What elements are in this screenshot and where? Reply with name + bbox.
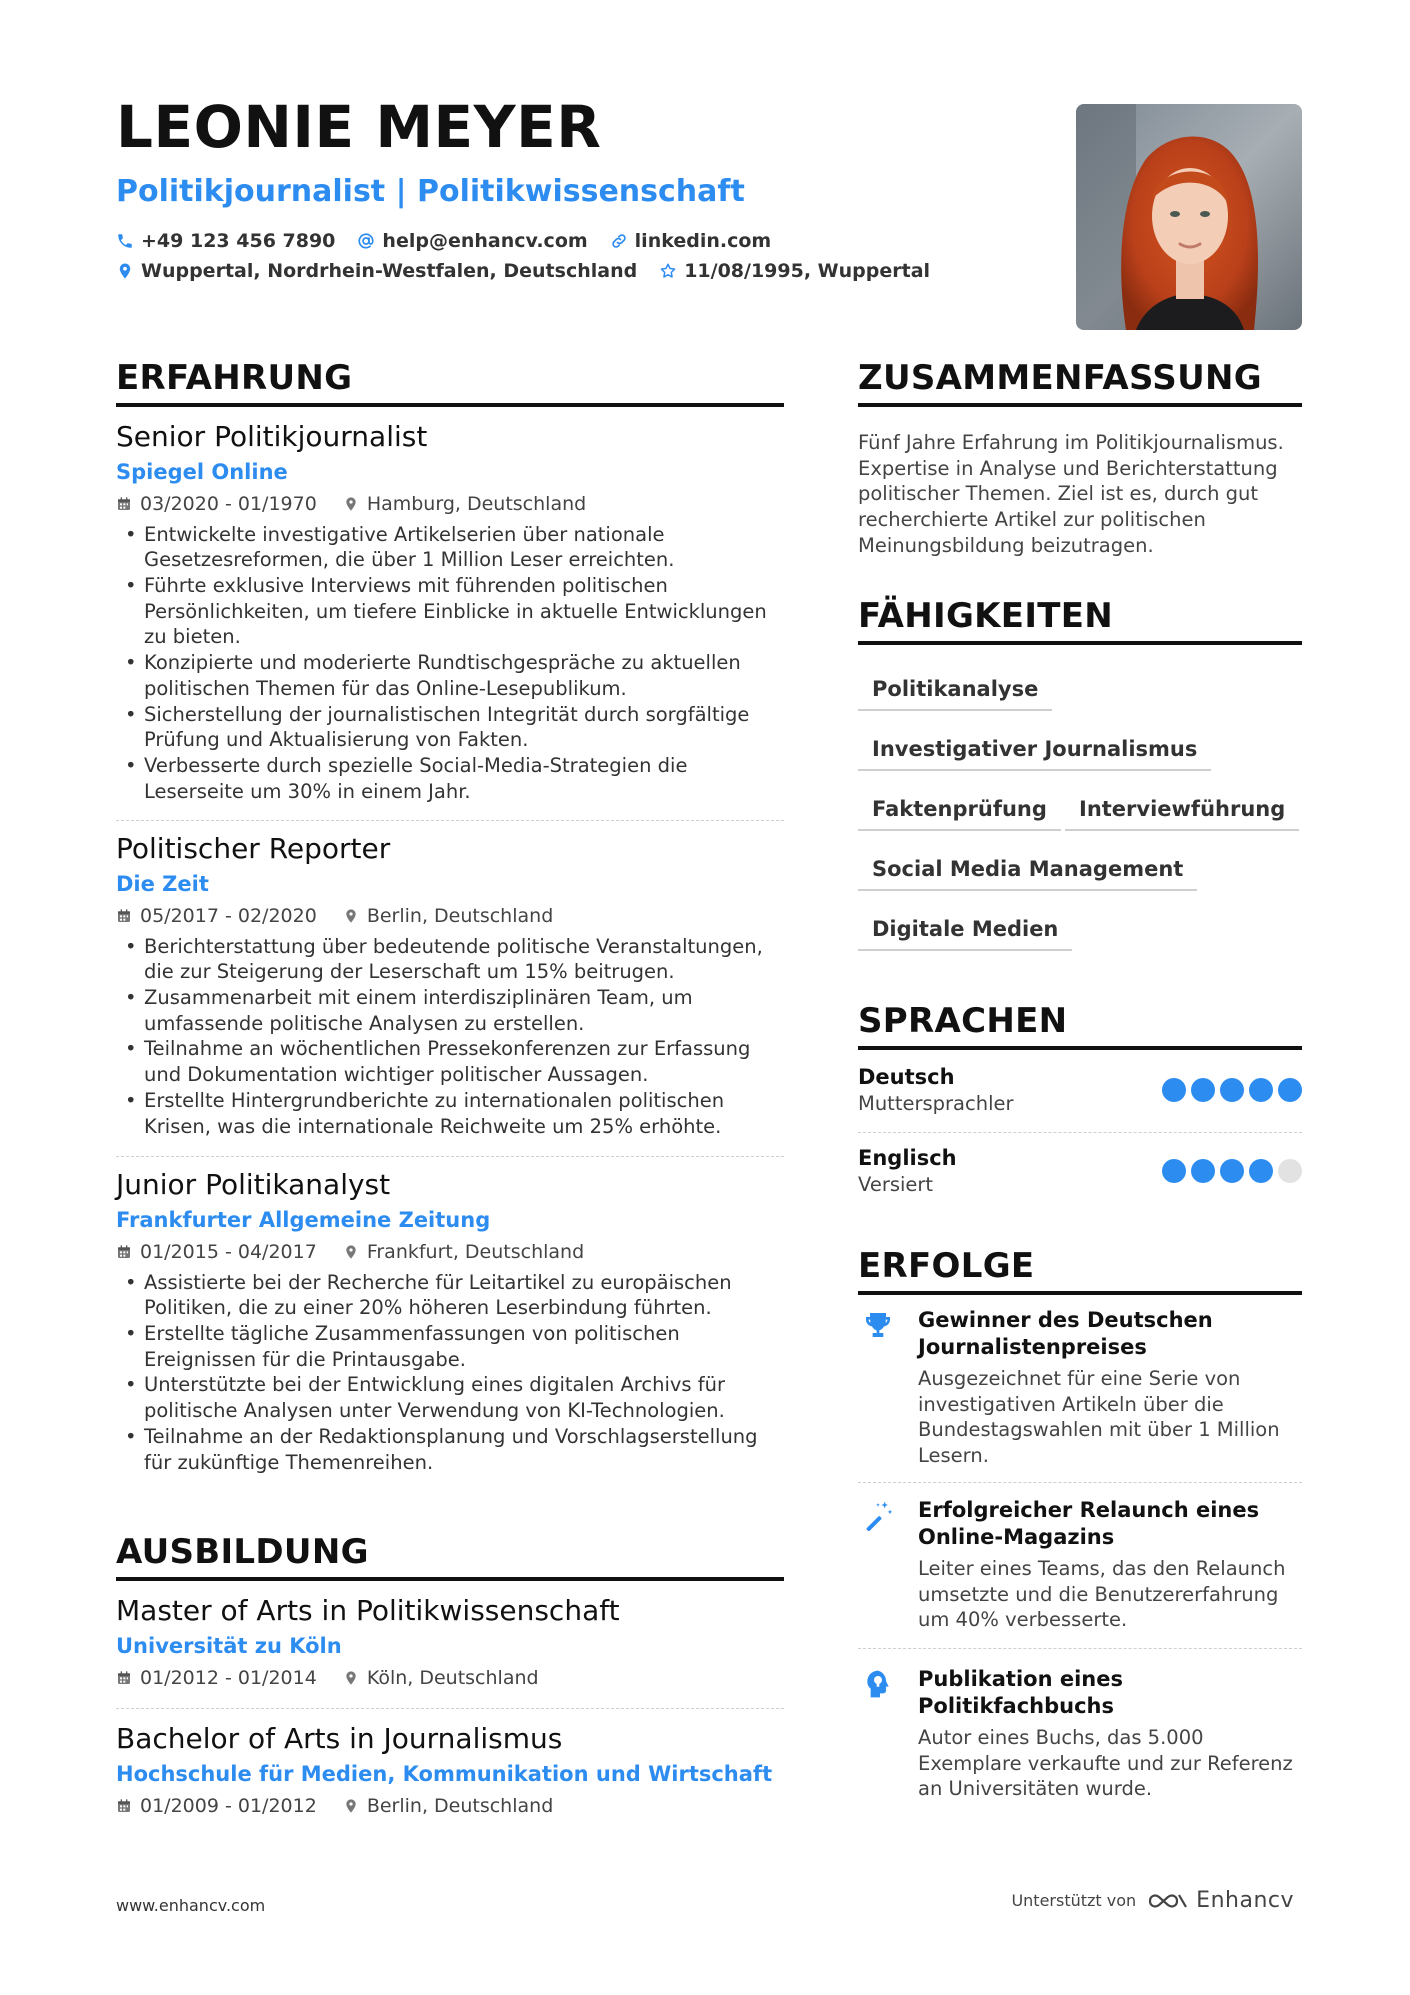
language-level: Muttersprachler [858,1092,1014,1116]
education-dates: 01/2009 - 01/2012 [116,1795,317,1818]
map-pin-icon [343,496,359,512]
location-text: Wuppertal, Nordrhein-Westfalen, Deutschland [141,260,638,282]
job-company: Die Zeit [116,871,209,896]
birth-text: 11/08/1995, Wuppertal [684,260,931,282]
summary-text: Fünf Jahre Erfahrung im Politikjournalismus. Expertise in Analyse und Berichterstattung politischer Themen. Ziel ist es, durch gut recherchierte Artikel zur politischen Meinungsbildung beizutragen. [858,431,1284,557]
map-pin-icon [343,1670,359,1686]
skill-tag: Politikanalyse [858,677,1052,711]
bullet: • Verbesserte durch spezielle Social-Media-Strategien die Leserseite um 30% in einem Jahr. [116,753,784,804]
contact-row-2 [116,260,952,282]
achievements-heading: ERFOLGE [858,1248,1302,1295]
enhancv-logo-icon [1146,1889,1190,1913]
magic-wand-icon [862,1499,894,1531]
experience-section [116,360,784,407]
rating-dot-filled [1191,1159,1215,1183]
language-item [858,1064,1302,1117]
summary-section [858,360,1302,407]
powered-by-text: Unterstützt von [1011,1891,1137,1910]
job-bullets [116,522,784,805]
skill-tag: Faktenprüfung [858,797,1061,831]
bullet: • Führte exklusive Interviews mit führenden politischen Persönlichkeiten, um tiefere Einblicke in aktuelle Entwicklungen zu bieten. [116,573,784,650]
bullet: • Unterstützte bei der Entwicklung eines digitalen Archivs für politische Analysen unter Verwendung von KI-Technologien. [116,1372,784,1423]
education-meta [116,1795,784,1818]
contact-phone[interactable] [116,230,335,252]
bullet: • Konzipierte und moderierte Rundtischgespräche zu aktuellen politischen Themen für das Online-Lesepublikum. [116,650,784,701]
footer-branding[interactable] [1011,1888,1294,1913]
job-dates: 03/2020 - 01/1970 [116,493,317,516]
language-level: Versiert [858,1173,934,1197]
head-idea-icon [862,1668,894,1700]
rating-dot-filled [1249,1159,1273,1183]
bullet: • Entwickelte investigative Artikelserien über nationale Gesetzesreformen, die über 1 Million Leser erreichten. [116,522,784,573]
degree: Master of Arts in Politikwissenschaft [116,1594,620,1627]
education-location: Köln, Deutschland [343,1667,539,1690]
achievement-item [858,1666,1302,1802]
bullet: • Erstellte tägliche Zusammenfassungen von politischen Ereignissen für die Printausgabe. [116,1321,784,1372]
trophy-icon [862,1309,894,1341]
rating-dot-filled [1278,1078,1302,1102]
job-location: Frankfurt, Deutschland [343,1241,584,1264]
languages-section [858,1003,1302,1050]
contact-location [116,260,637,282]
map-pin-icon [343,1244,359,1260]
language-rating [1157,1078,1302,1102]
achievement-item [858,1307,1302,1469]
achievement-desc: Autor eines Buchs, das 5.000 Exemplare verkaufte und zur Referenz an Universitäten wurde. [918,1726,1293,1801]
bullet: • Sicherstellung der journalistischen Integrität durch sorgfältige Prüfung und Aktualisierung von Fakten. [116,702,784,753]
bullet: • Teilnahme an der Redaktionsplanung und Vorschlagserstellung für zukünftige Themenreihen. [116,1424,784,1475]
achievement-desc: Leiter eines Teams, das den Relaunch umsetzte und die Benutzererfahrung um 40% verbesserte. [918,1557,1286,1632]
rating-dot-filled [1220,1078,1244,1102]
email-text: help@enhancv.com [382,230,588,252]
education-location: Berlin, Deutschland [343,1795,553,1818]
achievement-title: Publikation eines Politikfachbuchs [918,1667,1123,1718]
divider [116,1156,784,1157]
phone-icon [116,232,134,250]
linkedin-text: linkedin.com [634,230,772,252]
language-item [858,1145,1302,1198]
candidate-title: Politikjournalist | Politikwissenschaft [116,174,745,209]
at-icon [357,232,375,250]
experience-entry [116,832,784,1139]
school: Hochschule für Medien, Kommunikation und Wirtschaft [116,1761,773,1786]
achievements-section [858,1248,1302,1295]
footer-website[interactable]: www.enhancv.com [116,1896,266,1915]
achievement-title: Erfolgreicher Relaunch eines Online-Magazins [918,1498,1260,1549]
job-bullets [116,1270,784,1476]
divider [858,1482,1302,1483]
skill-tag: Social Media Management [858,857,1197,891]
rating-dot-empty [1278,1159,1302,1183]
education-entry [116,1594,784,1690]
skill-tag: Investigativer Journalismus [858,737,1211,771]
contact-row-1 [116,230,793,252]
job-role: Politischer Reporter [116,832,391,865]
calendar-icon [116,908,132,924]
divider [858,1132,1302,1133]
education-meta [116,1667,784,1690]
divider [116,820,784,821]
calendar-icon [116,1244,132,1260]
education-dates: 01/2012 - 01/2014 [116,1667,317,1690]
bullet: • Assistierte bei der Recherche für Leitartikel zu europäischen Politiken, die zu einer 20% höheren Leserbindung führten. [116,1270,784,1321]
job-location: Hamburg, Deutschland [343,493,586,516]
job-meta [116,493,784,516]
map-pin-icon [343,908,359,924]
rating-dot-filled [1220,1159,1244,1183]
contact-linkedin[interactable] [610,230,772,252]
divider [858,1648,1302,1649]
language-name: Deutsch [858,1065,955,1089]
education-entry [116,1722,784,1818]
phone-text: +49 123 456 7890 [141,230,336,252]
skills-section [858,598,1302,645]
experience-heading: ERFAHRUNG [116,360,784,407]
bullet: • Berichterstattung über bedeutende politische Veranstaltungen, die zur Steigerung der Leserschaft um 15% beitrugen. [116,934,784,985]
job-meta [116,905,784,928]
rating-dot-filled [1162,1159,1186,1183]
achievement-title: Gewinner des Deutschen Journalistenpreises [918,1308,1213,1359]
job-meta [116,1241,784,1264]
link-icon [610,232,628,250]
bullet: • Zusammenarbeit mit einem interdisziplinären Team, um umfassende politische Analysen zu erstellen. [116,985,784,1036]
candidate-name: LEONIE MEYER [116,93,602,161]
calendar-icon [116,1670,132,1686]
school: Universität zu Köln [116,1633,342,1658]
achievement-desc: Ausgezeichnet für eine Serie von investigativen Artikeln über die Bundestagswahlen mit über 1 Million Lesern. [918,1367,1280,1468]
rating-dot-filled [1162,1078,1186,1102]
rating-dot-filled [1249,1078,1273,1102]
skills-heading: FÄHIGKEITEN [858,598,1302,645]
education-section [116,1534,784,1581]
job-company: Spiegel Online [116,459,288,484]
experience-entry [116,420,784,804]
job-dates: 05/2017 - 02/2020 [116,905,317,928]
job-location: Berlin, Deutschland [343,905,553,928]
contact-birth [659,260,930,282]
job-dates: 01/2015 - 04/2017 [116,1241,317,1264]
summary-heading: ZUSAMMENFASSUNG [858,360,1302,407]
languages-heading: SPRACHEN [858,1003,1302,1050]
language-rating [1157,1159,1302,1183]
calendar-icon [116,496,132,512]
experience-entry [116,1168,784,1475]
language-name: Englisch [858,1146,957,1170]
map-pin-icon [116,262,134,280]
education-heading: AUSBILDUNG [116,1534,784,1581]
achievement-item [858,1497,1302,1633]
job-role: Senior Politikjournalist [116,420,428,453]
bullet: • Erstellte Hintergrundberichte zu internationalen politischen Krisen, was die internationale Reichweite um 25% erhöhte. [116,1088,784,1139]
job-company: Frankfurter Allgemeine Zeitung [116,1207,491,1232]
rating-dot-filled [1191,1078,1215,1102]
bullet: • Teilnahme an wöchentlichen Pressekonferenzen zur Erfassung und Dokumentation wichtiger politischer Aussagen. [116,1036,784,1087]
job-bullets [116,934,784,1140]
contact-email[interactable] [357,230,587,252]
job-role: Junior Politikanalyst [116,1168,391,1201]
degree: Bachelor of Arts in Journalismus [116,1722,563,1755]
skill-tag: Digitale Medien [858,917,1072,951]
profile-photo [1076,104,1302,330]
divider [116,1708,784,1709]
skill-tag: Interviewführung [1065,797,1299,831]
calendar-icon [116,1798,132,1814]
brand-name: Enhancv [1196,1888,1294,1913]
star-icon [659,262,677,280]
map-pin-icon [343,1798,359,1814]
